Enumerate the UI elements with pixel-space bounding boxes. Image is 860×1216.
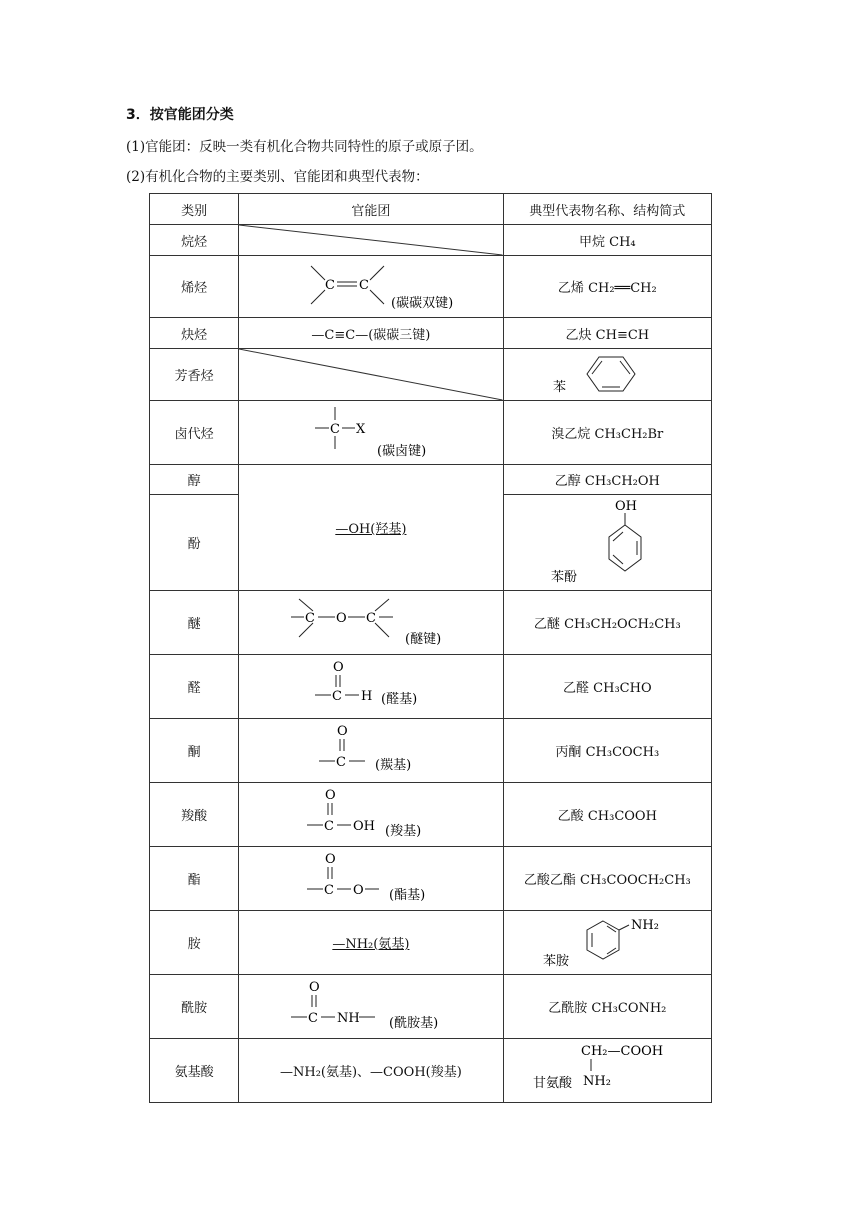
empty-diagonal-cell	[239, 349, 503, 401]
representative-cell: 甲烷 CH₄	[503, 225, 711, 256]
svg-text:C: C	[323, 818, 334, 834]
representative-cell: 乙醇 CH₃CH₂OH	[503, 465, 711, 495]
category-cell: 烷烃	[150, 225, 239, 256]
table-row-alcohol	[150, 465, 712, 495]
category-cell: 醚	[150, 591, 239, 655]
header-category: 类别	[150, 194, 239, 225]
svg-text:C: C	[304, 610, 315, 626]
functional-group-cell: —C≡C—(碳碳三键)	[239, 318, 503, 349]
svg-text:NH₂: NH₂	[631, 917, 660, 933]
svg-text:C: C	[324, 277, 335, 293]
svg-text:C: C	[365, 610, 376, 626]
svg-text:H: H	[360, 688, 373, 704]
phenol-structure-icon	[547, 497, 667, 589]
svg-text:NH: NH	[336, 1010, 360, 1026]
representative-cell: 丙酮 CH₃COCH₃	[503, 719, 711, 783]
table-row-ester	[150, 847, 712, 911]
category-cell: 胺	[150, 911, 239, 975]
table-row-amine	[150, 911, 712, 975]
category-cell: 酯	[150, 847, 239, 911]
svg-text:O: O	[336, 723, 348, 739]
carbon-halogen-bond-structure	[271, 403, 471, 463]
functional-group-cell	[239, 975, 503, 1039]
table-row-alkyne	[150, 318, 712, 349]
glycine-structure-icon	[527, 1041, 687, 1101]
category-cell: 炔烃	[150, 318, 239, 349]
svg-text:(酰胺基): (酰胺基)	[388, 1015, 439, 1031]
svg-text:O: O	[335, 610, 347, 626]
table-row-amino-acid	[150, 1039, 712, 1103]
functional-group-cell	[239, 719, 503, 783]
section-heading: 3．按官能团分类	[126, 107, 234, 123]
category-cell: 氨基酸	[150, 1039, 239, 1103]
functional-group-cell	[239, 783, 503, 847]
category-cell: 酮	[150, 719, 239, 783]
category-cell: 卤代烃	[150, 401, 239, 465]
table-row-ether	[150, 591, 712, 655]
table-row-aldehyde	[150, 655, 712, 719]
svg-text:C: C	[358, 277, 369, 293]
svg-text:苯酚: 苯酚	[551, 569, 578, 585]
intro-paragraph: (2)有机化合物的主要类别、官能团和典型代表物：	[126, 169, 429, 185]
representative-cell: 乙醛 CH₃CHO	[503, 655, 711, 719]
svg-text:C: C	[323, 882, 334, 898]
svg-text:(醛基): (醛基)	[380, 691, 418, 707]
table-row-aromatic	[150, 349, 712, 401]
category-cell: 醇	[150, 465, 239, 495]
representative-cell: 乙酸乙酯 CH₃COOCH₂CH₃	[503, 847, 711, 911]
benzene-ring-icon	[547, 351, 667, 399]
representative-cell: 乙醚 CH₃CH₂OCH₂CH₃	[503, 591, 711, 655]
table-row-amide	[150, 975, 712, 1039]
representative-cell	[503, 911, 711, 975]
empty-diagonal-cell	[239, 225, 503, 256]
svg-text:(羧基): (羧基)	[384, 823, 422, 839]
category-cell: 羧酸	[150, 783, 239, 847]
functional-group-cell	[239, 401, 503, 465]
functional-group-cell-hydroxyl: —OH(羟基)	[239, 465, 503, 591]
svg-text:X: X	[355, 421, 366, 437]
functional-group-cell	[239, 591, 503, 655]
category-cell: 醛	[150, 655, 239, 719]
table-row-halide	[150, 401, 712, 465]
svg-text:O: O	[324, 787, 336, 803]
table-row-alkene	[150, 256, 712, 318]
svg-text:C: C	[329, 421, 340, 437]
svg-text:C: C	[335, 754, 346, 770]
representative-cell: 乙炔 CH≡CH	[503, 318, 711, 349]
table-row-ketone	[150, 719, 712, 783]
representative-cell	[503, 1039, 711, 1103]
header-functional-group: 官能团	[239, 194, 503, 225]
carbonyl-group-structure	[271, 721, 471, 781]
representative-cell: 乙烯 CH₂══CH₂	[503, 256, 711, 318]
svg-text:(碳卤键): (碳卤键)	[376, 443, 427, 459]
category-cell: 芳香烃	[150, 349, 239, 401]
representative-cell: 溴乙烷 CH₃CH₂Br	[503, 401, 711, 465]
svg-text:(碳碳双键): (碳碳双键)	[390, 295, 454, 311]
functional-group-cell	[239, 847, 503, 911]
functional-group-cell: —NH₂(氨基)	[239, 911, 503, 975]
header-representative: 典型代表物名称、结构简式	[503, 194, 711, 225]
functional-group-table	[149, 193, 712, 1103]
aldehyde-group-structure	[271, 657, 471, 717]
svg-text:苯胺: 苯胺	[543, 953, 570, 969]
aniline-structure-icon	[537, 913, 677, 973]
svg-text:(酯基): (酯基)	[388, 887, 426, 903]
table-row-alkane	[150, 225, 712, 256]
svg-text:O: O	[352, 882, 364, 898]
svg-text:C: C	[307, 1010, 318, 1026]
table-row-carboxylic-acid	[150, 783, 712, 847]
functional-group-cell	[239, 655, 503, 719]
svg-text:O: O	[308, 979, 320, 995]
svg-text:OH: OH	[352, 818, 375, 834]
carbon-carbon-double-bond-structure	[271, 258, 471, 316]
svg-text:苯: 苯	[553, 379, 567, 395]
ether-bond-structure	[271, 593, 471, 653]
category-cell: 烯烃	[150, 256, 239, 318]
functional-group-cell: —NH₂(氨基)、—COOH(羧基)	[239, 1039, 503, 1103]
svg-text:(醚键): (醚键)	[404, 631, 442, 647]
svg-text:NH₂: NH₂	[583, 1073, 612, 1089]
definition-paragraph: (1)官能团：反映一类有机化合物共同特性的原子或原子团。	[126, 139, 483, 155]
table-header-row	[150, 194, 712, 225]
svg-text:O: O	[332, 659, 344, 675]
svg-text:(羰基): (羰基)	[374, 757, 412, 773]
representative-cell	[503, 349, 711, 401]
category-cell: 酰胺	[150, 975, 239, 1039]
representative-cell: 乙酸 CH₃COOH	[503, 783, 711, 847]
svg-text:O: O	[324, 851, 336, 867]
category-cell: 酚	[150, 495, 239, 591]
functional-group-cell	[239, 256, 503, 318]
amide-group-structure	[271, 977, 471, 1037]
svg-text:OH: OH	[615, 498, 638, 514]
svg-text:甘氨酸: 甘氨酸	[533, 1075, 573, 1091]
representative-cell: 乙酰胺 CH₃CONH₂	[503, 975, 711, 1039]
representative-cell	[503, 495, 711, 591]
svg-text:CH₂—COOH: CH₂—COOH	[581, 1043, 664, 1059]
svg-text:C: C	[331, 688, 342, 704]
carboxyl-group-structure	[271, 785, 471, 845]
ester-group-structure	[271, 849, 471, 909]
